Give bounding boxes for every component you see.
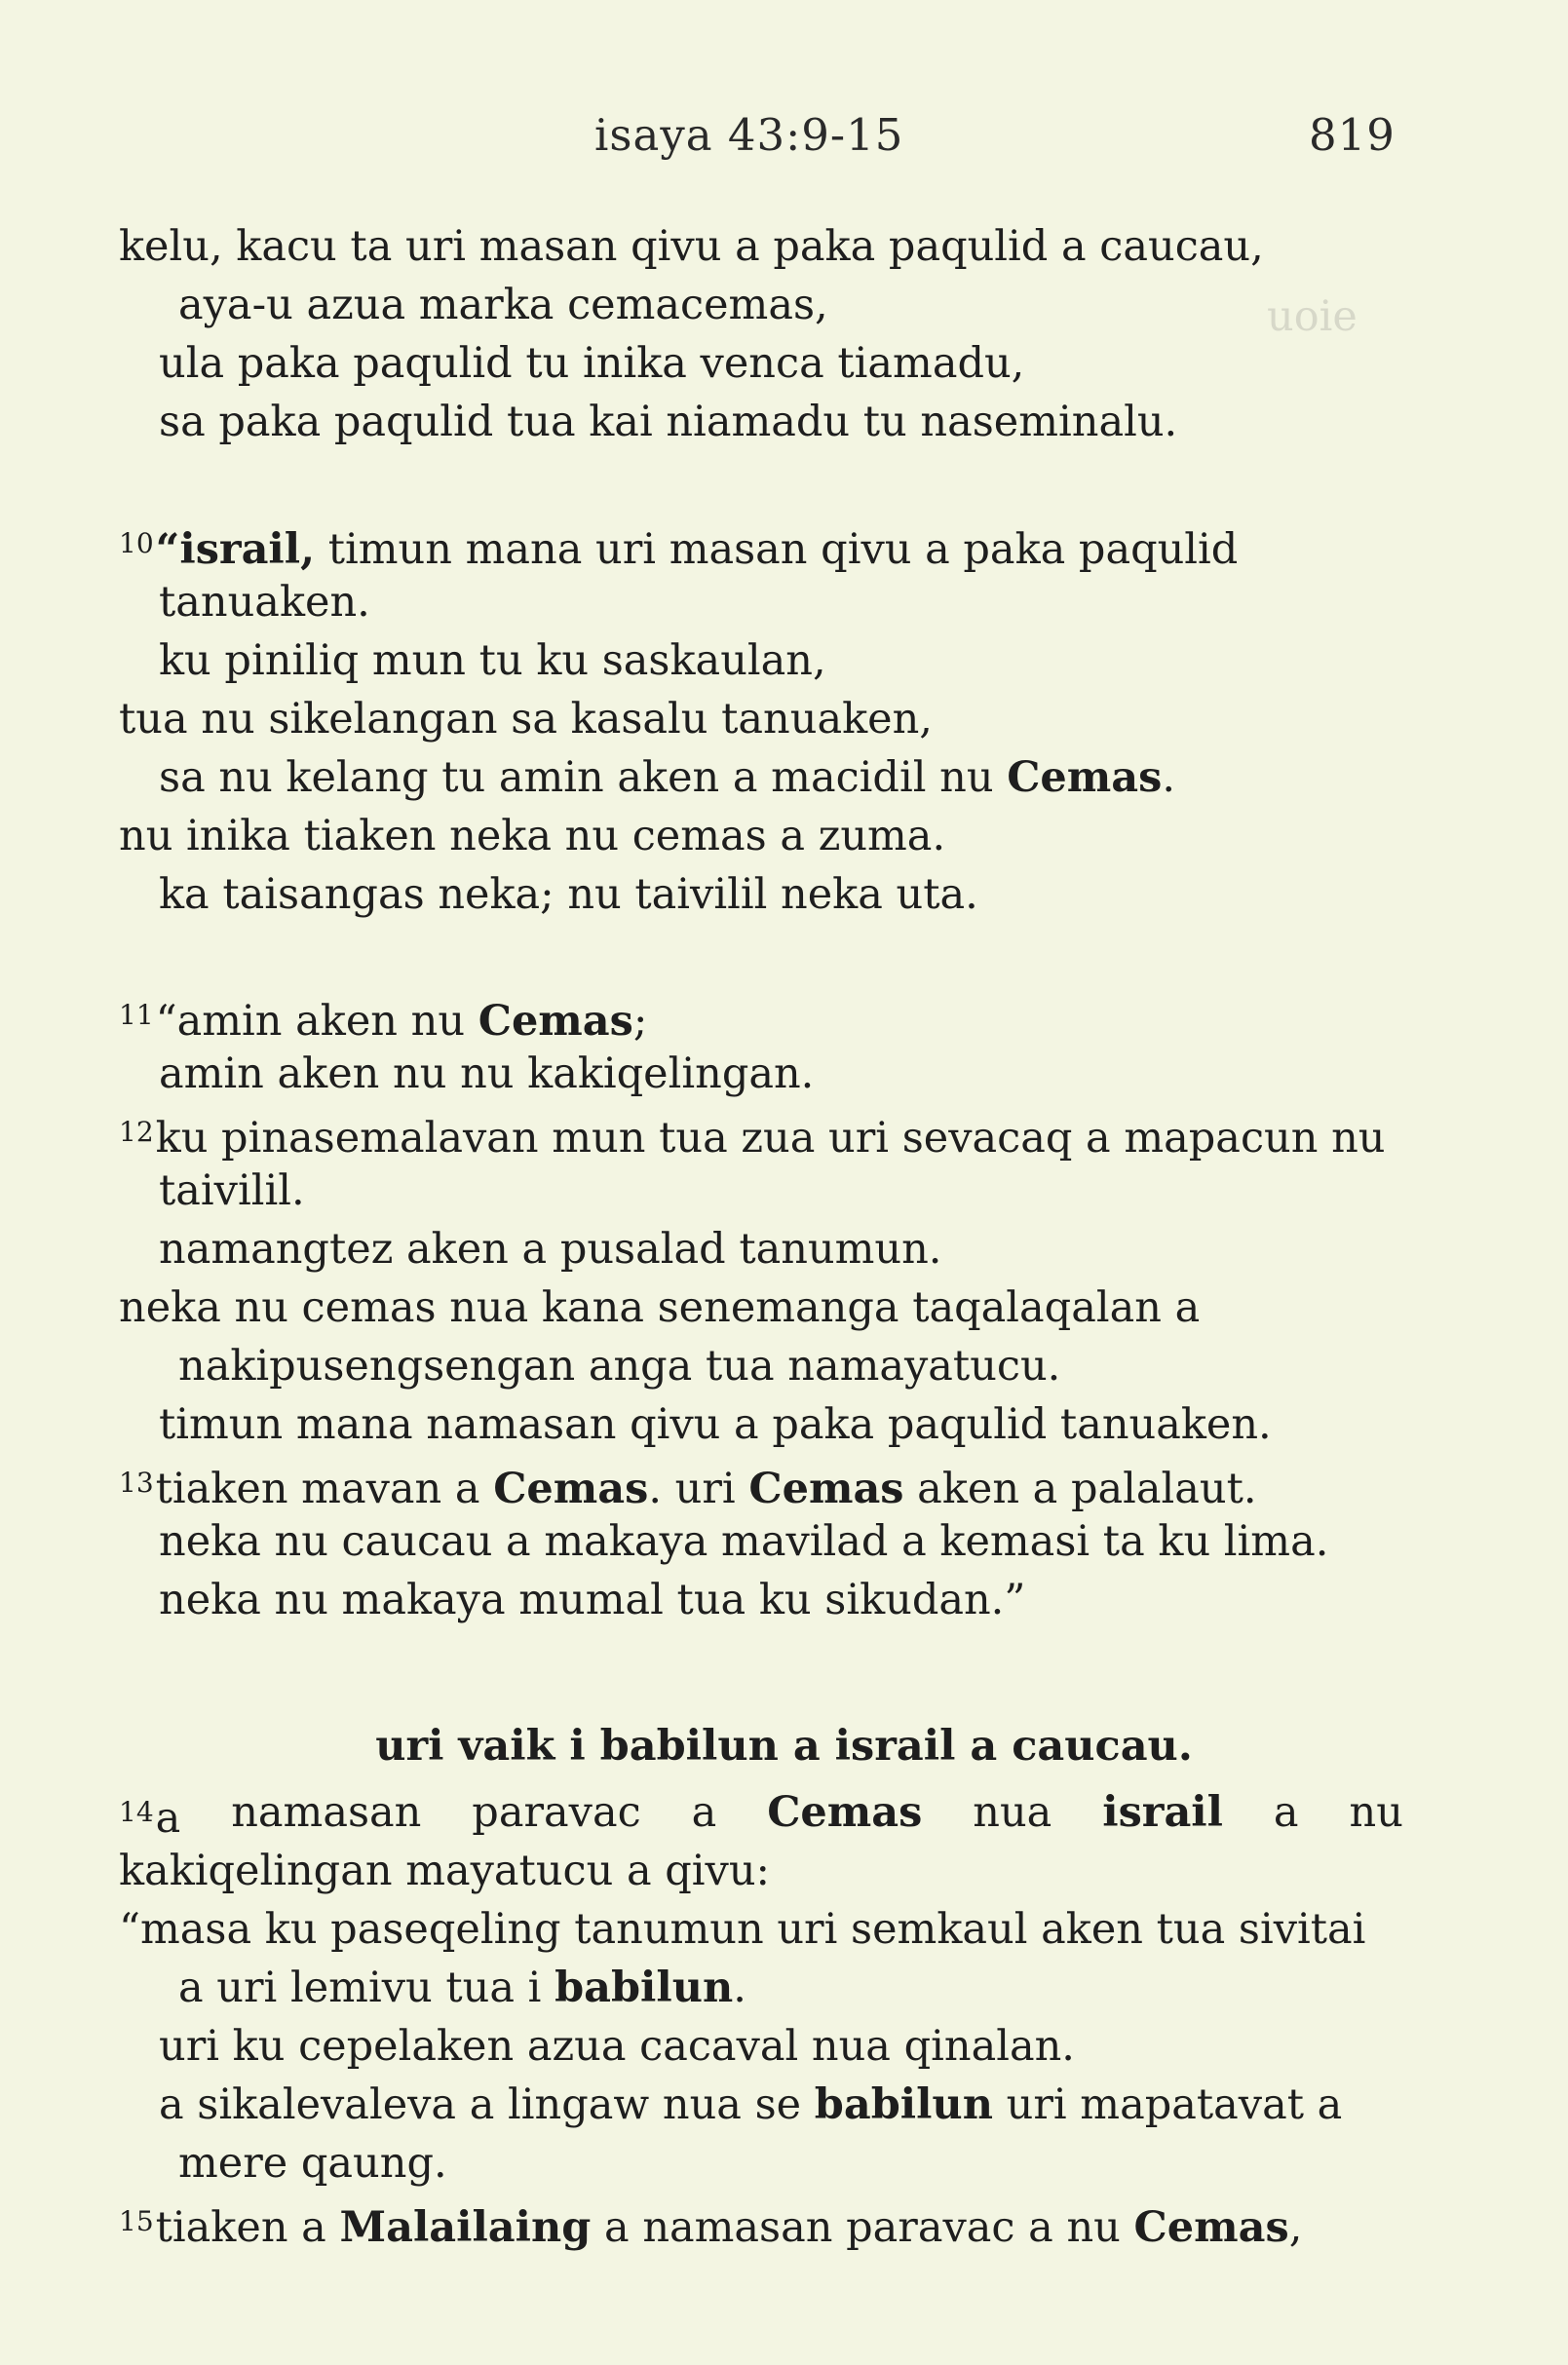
text-line: neka nu makaya mumal tua ku sikudan.” [159,1576,1026,1624]
text-line: tanuaken. [159,578,370,627]
text-line: sa nu kelang tu amin aken a macidil nu Cemas. [159,753,1176,802]
text-line: ku piniliq mun tu ku saskaulan, [159,636,826,685]
page-number: 819 [1309,109,1396,161]
text-line: aya-u azua marka cemacemas, [178,281,828,329]
verse-13-line: $^{13}$tiaken mavan a Cemas. uri Cemas aken a palalaut. [119,1465,1257,1513]
verse-number: 13 [119,1467,154,1499]
text-line: neka nu caucau a makaya mavilad a kemasi ta ku lima. [159,1517,1329,1566]
text-line: “masa ku paseqeling tanumun uri semkaul aken tua sivitai [119,1905,1366,1954]
text-line: taivilil. [159,1166,305,1215]
verse-12-line: $^{12}$ku pinasemalavan mun tua zua uri sevacaq a mapacun nu [119,1114,1386,1163]
text-line: ka taisangas neka; nu taivilil neka uta. [159,870,978,919]
verse-15-line: $^{15}$tiaken a Malailaing a namasan paravac a nu Cemas, [119,2203,1303,2252]
section-heading: uri vaik i babilun a israil a caucau. [375,1722,1193,1771]
text-line: uri ku cepelaken azua cacaval nua qinalan. [159,2022,1075,2071]
running-header: isaya 43:9-15 [594,109,904,161]
verse-number: 11 [119,999,154,1031]
text-line: nu inika tiaken neka nu cemas a zuma. [119,812,946,860]
text-line: a sikalevaleva a lingaw nua se babilun uri mapatavat a [159,2080,1343,2129]
verse-number: 10 [119,527,154,559]
verse-11-line: $^{11}$“amin aken nu Cemas; [119,997,648,1046]
verse-number: 12 [119,1116,154,1148]
text-line: timun mana namasan qivu a paka paqulid tanuaken. [159,1400,1272,1449]
text-line: mere qaung. [178,2139,447,2188]
text-line: kelu, kacu ta uri masan qivu a paka paqulid a caucau, [119,222,1264,271]
text-line: tua nu sikelangan sa kasalu tanuaken, [119,695,933,744]
text-line: a uri lemivu tua i babilun. [178,1964,746,2012]
text-line: ula paka paqulid tu inika venca tiamadu, [159,339,1025,388]
bleed-through: uoie [1267,292,1358,341]
text-line: namangtez aken a pusalad tanumun. [159,1225,942,1274]
text-line: kakiqelingan mayatucu a qivu: [119,1847,771,1895]
text-line: neka nu cemas nua kana senemanga taqalaqalan a [119,1283,1201,1332]
verse-number: 14 [119,1796,154,1828]
text-line: sa paka paqulid tua kai niamadu tu naseminalu. [159,398,1178,446]
verse-number: 15 [119,2205,154,2237]
verse-14-line: 14a namasan paravac a Cemas nua israil a nu [119,1783,1403,1842]
text-line: nakipusengsengan anga tua namayatucu. [178,1342,1061,1391]
verse-10-line: $^{10}$“israil, timun mana uri masan qivu a paka paqulid [119,525,1239,574]
text-line: amin aken nu nu kakiqelingan. [159,1049,815,1098]
